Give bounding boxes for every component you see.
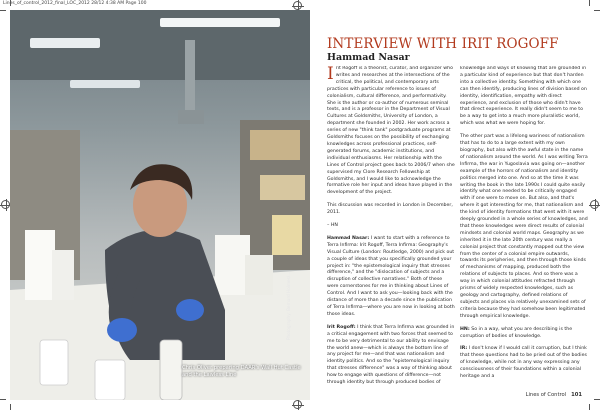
text-column-right [460,66,588,388]
article-title: INTERVIEW WITH IRIT ROGOFF [327,36,559,52]
crop-mark [589,404,590,410]
answer-paragraph [460,346,588,381]
recorded-note: This discussion was recorded in London in December, 2011. [327,203,453,216]
registration-mark-icon [293,400,302,409]
air-duct [185,40,195,115]
cardboard-box [250,130,300,160]
blue-glove [176,299,204,321]
crop-mark [10,0,11,6]
question-paragraph [460,327,588,341]
registration-mark-icon [1,200,10,209]
cardboard-box [260,175,305,200]
white-model [52,250,74,300]
air-duct [178,110,204,124]
registration-mark-icon [293,1,302,10]
intro-paragraph [327,66,455,197]
blue-glove [107,318,137,342]
ceiling-light [70,80,140,88]
drop-cap: I [327,66,334,84]
crop-mark [0,10,6,11]
crop-mark [0,399,6,400]
body-paragraph: knowledge and ways of knowing that are grounded in a particular kind of experience but that don't harden into a collective identity. Something with which one can then identify, producing lines of division based on identity, identification, empathy with direct experience, and exclusion of those who didn't have that direct experience. It really didn't seem to me to be a way to get into a much more pluralistic world, which was what we were hoping for. [460,66,587,127]
answer-text: I think that Terra Infirma was grounded in a critical engagement with two forces that seemed to me to be very detrimental to our ability to envisage the world anew—which is always the bottom line of any project for me—and that was nationalism and identity politics. And so the "epistemological inquiry that stresses difference" was a way of thinking about how to engage with questions of difference—not through identity but through produced bodies of [327,324,455,386]
question-text: So in a way, what you are describing is the corruption of bodies of knowledge. [460,326,573,339]
page-number: 101 [571,392,582,398]
question-text: I want to start with a reference to Terra Infirma: Irit Rogoff, Terra Infirma: Geography's Visual Culture (London: Routledge, 2000) and pick out a couple of ideas that you specifically grounded your project in: "the epistemological inquiry that stresses difference," and the "dislocation of subjects and a disruption of collective narratives." Both of these were cornerstones for me in thinking about Lines of Control. And I want to ask you—looking back with the distance of more than a decade since the publication of Terra Infirma—where you are now in looking at both those ideas. [327,235,455,317]
photo-caption: Chris Oliver preparing DAAR's Wall Hut Castle and the Lawless Line [182,365,301,378]
paper-cup [95,360,125,400]
article-author: Hammad Nasar [327,52,410,63]
speaker-label: IR: [460,346,468,352]
answer-paragraph [327,325,455,387]
speaker-label: Irit Rogoff: [327,324,356,330]
speaker-label: HN: [460,326,470,332]
registration-mark-icon [590,200,599,209]
ceiling-light [160,18,280,27]
speaker-label: Hammad Nasar: [327,235,370,241]
white-model [215,235,250,295]
print-slug: Lines_of_control_2012_final_LOC_2012 28/12 4:38 AM Page 100 [3,1,147,6]
white-model [245,255,273,295]
crop-mark [594,399,600,400]
intro-text: rit Rogoff is a theorist, curator, and organizer who writes and researches at the intersections of the critical, the political, and contemporary arts practices with particular reference to issues of colonialism, cultural difference, and performativity. She is the author or co-author of numerous seminal texts, and is a professor in the Department of Visual Cultures at Goldsmiths, University of London, a department she founded in 2002. Her work across a series of new "think tank" postgraduate programs at Goldsmiths focuses on the possibility of exchanging knowledges across professional practices, self-generated forums, academic institutions, and individual enthusiasms. Her relationship with the Lines of Control project goes back to 2006/7 when she supervised my Clore Research Fellowship at Goldsmiths, and I would like to acknowledge the formative role her input and ideas have played in the development of the project. [327,66,455,196]
studio-photograph [10,10,310,400]
crop-mark [589,0,590,6]
yellow-box [272,215,302,255]
photo-credit: Photography: Bernard Holmes/... [286,271,291,340]
white-model [25,230,55,300]
answer-text: I don't know if I would call it corruption, but I think that these questions had to be pried out of the bodies of knowledge, while not in any way expressing any consciousness of their foundations within a colonial heritage and a [460,346,587,380]
signoff: – HN [327,223,338,229]
text-column-left [327,66,455,388]
photo-illustration [10,10,310,400]
glue-bottle [160,340,182,400]
crop-mark [10,404,11,410]
book-title: Lines of Control [525,392,567,398]
page-footer [526,392,582,398]
body-paragraph: The other part was a lifelong wariness of nationalism that has to do to a large extent with my own biography, but also with the awful state in the name of nationalism around the world. As I was writing Terra Infirma, the war in Yugoslavia was going on—another example of the horrors of nationalism and identity politics merged into one. And so at the time it was writing the book in the late 1990s I could quite easily identify what one needed to be critically engaged with if one were to move on. But also, and that's where it got interesting for me, that nationalism and the kind of identity formations that went with it were deeply grounded in a whole series of knowledges, and that these knowledges were direct results of colonial mindsets and colonial world maps. Geography as we inherited it in the late 20th century was really a colonial project that constantly mapped out the view from the center of a colonial empire outwards, towards its peripheries, and then through those kinds of mechanisms of mapping, produced both the relations of subjects to places. And so there was a way in which colonial attitudes refracted through prisms of widely respected knowledges, such as geology and cartography, defined relations of subjects and places via relatively unexamined sets of criteria because they had somehow been legitimated through empirical knowledge. [460,134,588,319]
ceiling-light [30,38,100,48]
paper-cup [40,340,68,385]
question-paragraph [327,236,455,319]
crop-mark [594,10,600,11]
